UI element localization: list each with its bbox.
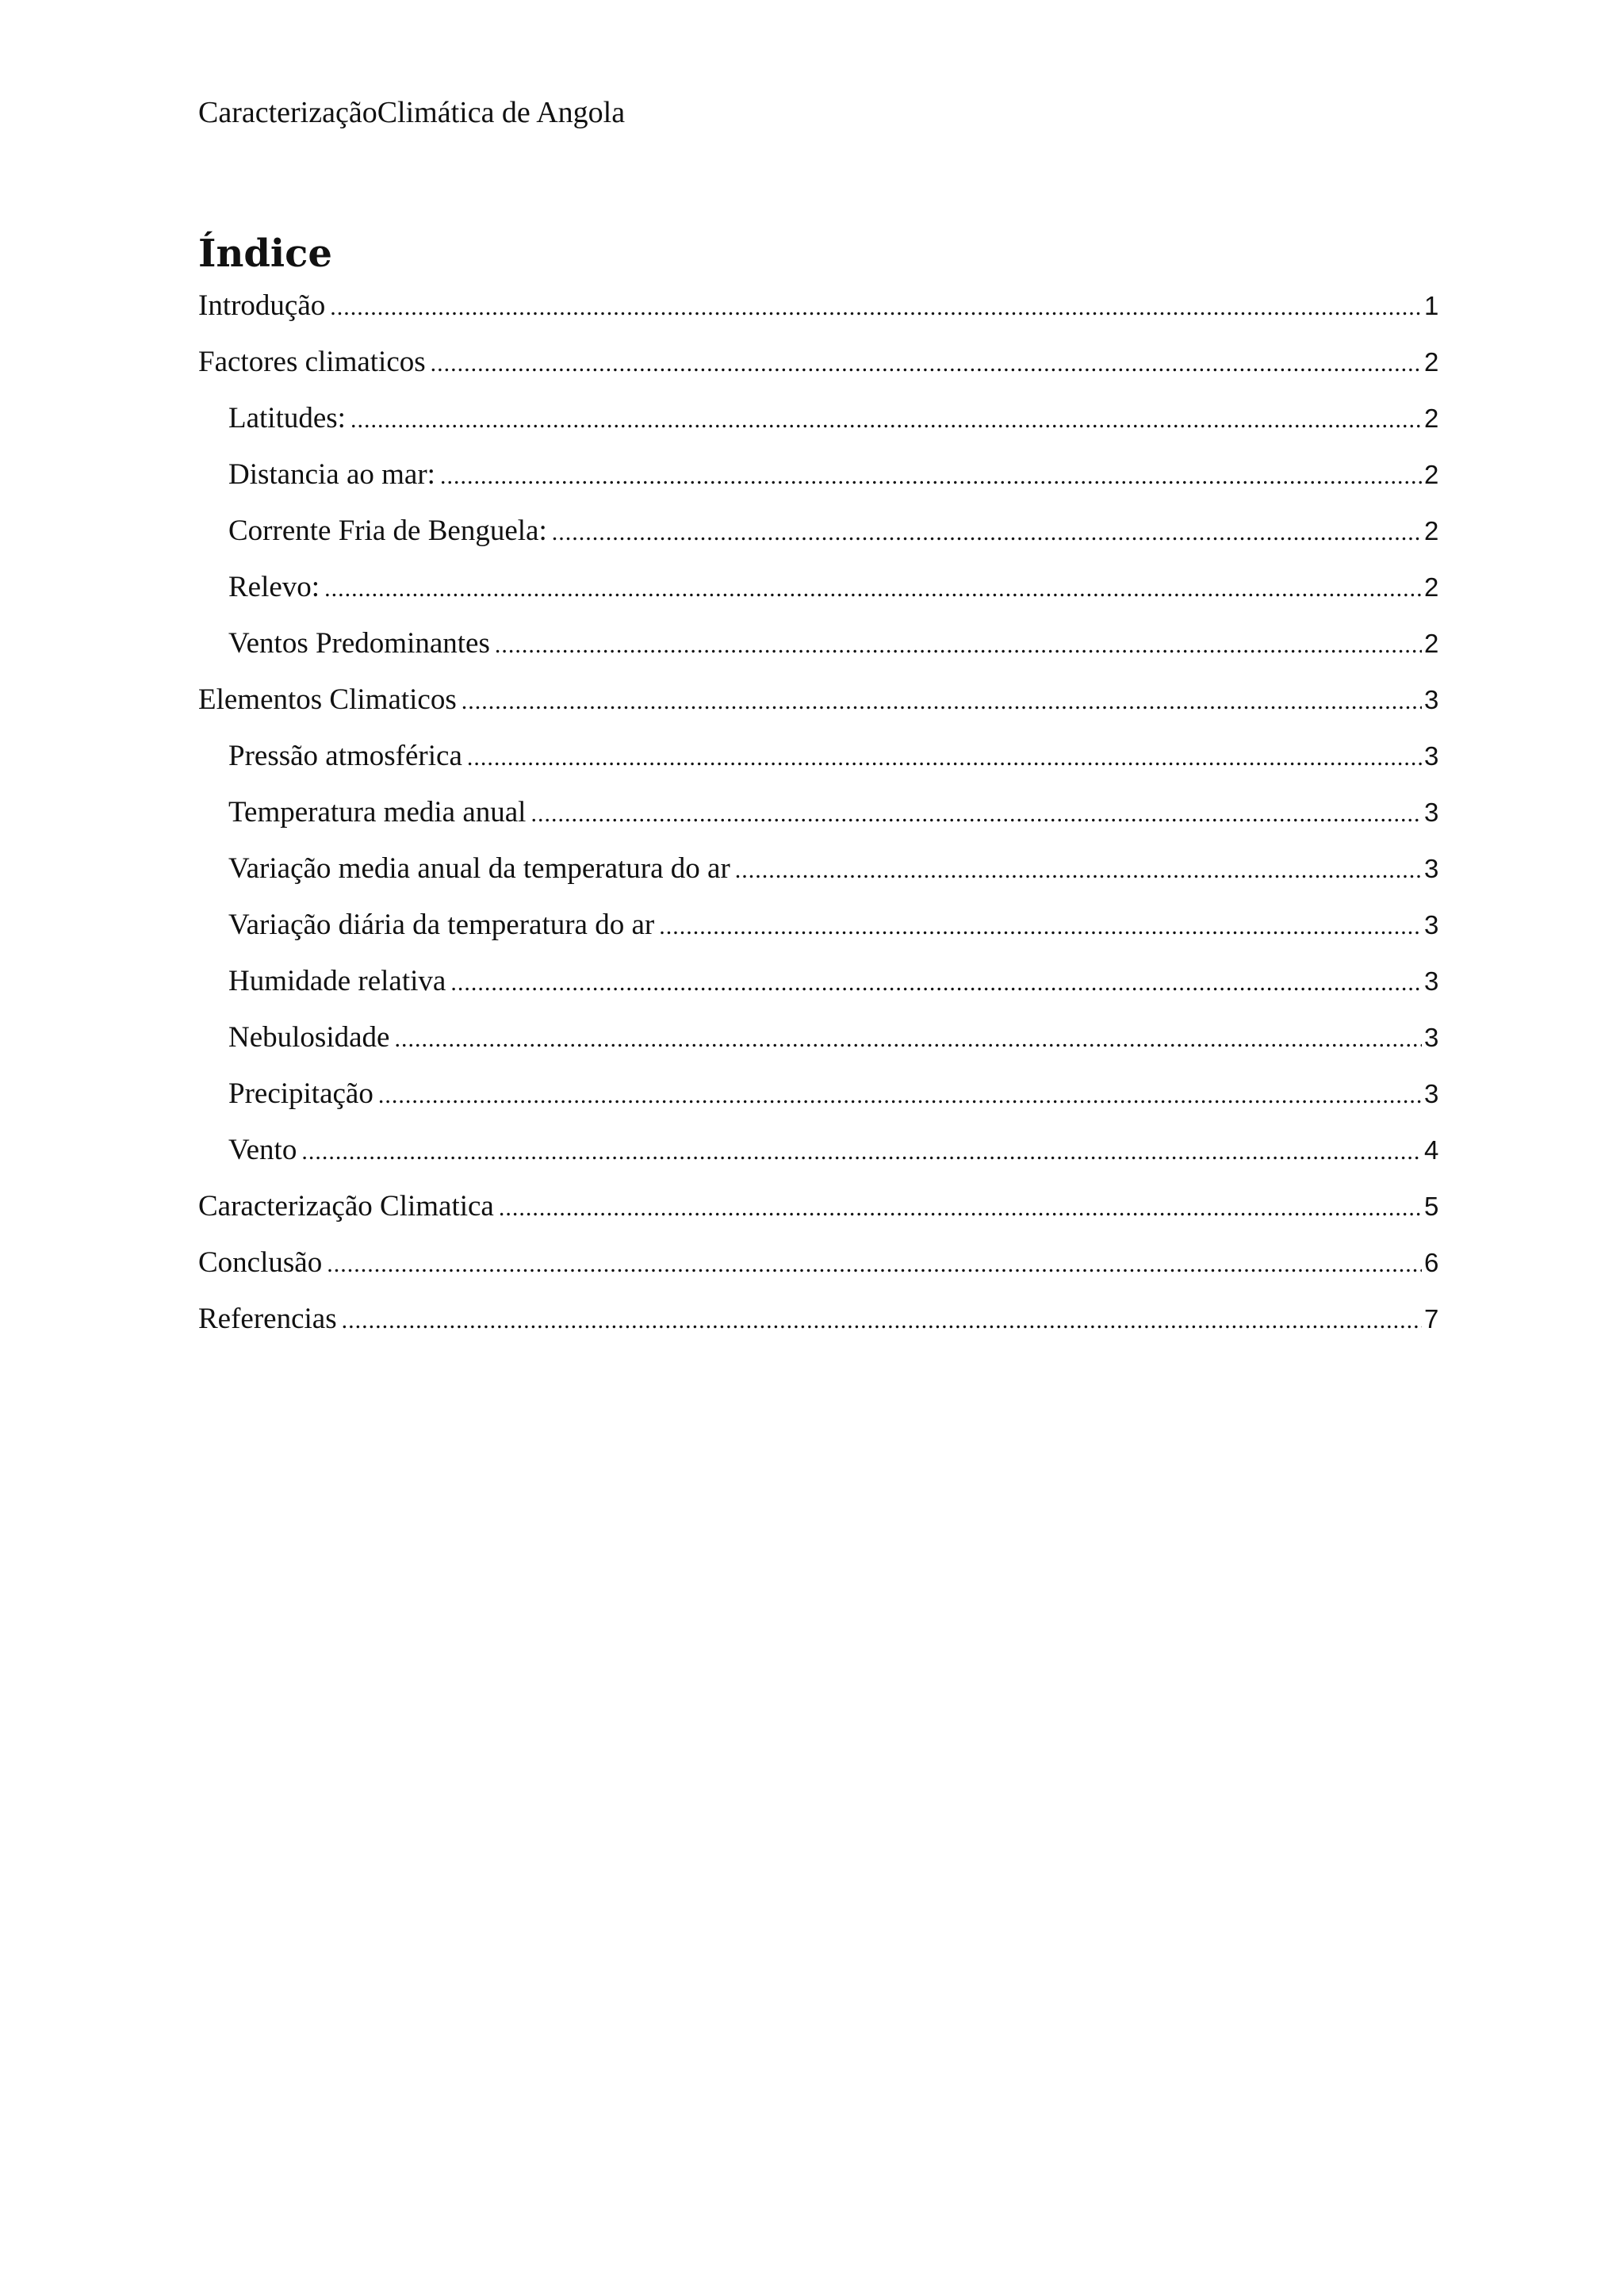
toc-dot-leader — [327, 1246, 1422, 1284]
toc-entry-label: Relevo: — [228, 571, 320, 603]
toc-entry-latitudes[interactable] — [198, 400, 1438, 456]
toc-entry-page: 3 — [1424, 685, 1439, 714]
toc-entry-corrente-fria-de-benguela[interactable] — [198, 512, 1438, 568]
toc-entry-humidade-relativa[interactable] — [198, 962, 1438, 1019]
toc-dot-leader — [431, 345, 1422, 383]
toc-entry-label: Ventos Predominantes — [228, 627, 490, 660]
toc-entry-label: Vento — [228, 1134, 297, 1166]
toc-entry-label: Variação diária da temperatura do ar — [228, 909, 655, 941]
toc-dot-leader — [495, 626, 1422, 664]
toc-entry-page: 2 — [1424, 347, 1439, 377]
toc-entry-page: 2 — [1424, 404, 1439, 433]
toc-entry-distancia-ao-mar[interactable] — [198, 456, 1438, 512]
toc-entry-label: Precipitação — [228, 1077, 373, 1110]
toc-entry-page: 6 — [1424, 1248, 1439, 1277]
toc-dot-leader — [659, 908, 1422, 946]
toc-entry-label: Referencias — [198, 1303, 337, 1335]
toc-dot-leader — [394, 1020, 1422, 1058]
toc-entry-page: 4 — [1424, 1135, 1439, 1165]
toc-entry-vento[interactable] — [198, 1131, 1438, 1188]
toc-dot-leader — [342, 1302, 1422, 1340]
toc-entry-label: Pressão atmosférica — [228, 740, 462, 772]
toc-entry-label: Nebulosidade — [228, 1021, 390, 1054]
toc-dot-leader — [440, 457, 1422, 496]
toc-dot-leader — [324, 570, 1422, 608]
toc-dot-leader — [450, 964, 1422, 1002]
toc-entry-label: Introdução — [198, 289, 326, 322]
table-of-contents — [198, 287, 1438, 1357]
toc-entry-page: 1 — [1424, 291, 1439, 320]
toc-entry-label: Factores climaticos — [198, 346, 426, 378]
toc-entry-label: Humidade relativa — [228, 965, 446, 997]
running-header: CaracterizaçãoClimática de Angola — [198, 96, 626, 129]
toc-entry-page: 5 — [1424, 1192, 1439, 1221]
toc-entry-label: Distancia ao mar: — [228, 458, 435, 491]
toc-entry-nebulosidade[interactable] — [198, 1019, 1438, 1075]
toc-dot-leader — [462, 683, 1422, 721]
toc-entry-conclusao[interactable] — [198, 1244, 1438, 1300]
toc-entry-temperatura-media-anual[interactable] — [198, 794, 1438, 850]
toc-dot-leader — [301, 1133, 1422, 1171]
toc-entry-referencias[interactable] — [198, 1300, 1438, 1357]
toc-dot-leader — [735, 851, 1422, 890]
toc-entry-label: Conclusão — [198, 1246, 323, 1279]
toc-entry-page: 3 — [1424, 966, 1439, 996]
toc-entry-label: Latitudes: — [228, 402, 346, 434]
toc-dot-leader — [467, 739, 1422, 777]
toc-entry-label: Variação media anual da temperatura do ar — [228, 852, 730, 885]
toc-entry-relevo[interactable] — [198, 568, 1438, 625]
toc-entry-precipitacao[interactable] — [198, 1075, 1438, 1131]
toc-entry-caracterizacao-climatica[interactable] — [198, 1188, 1438, 1244]
toc-entry-page: 2 — [1424, 629, 1439, 658]
toc-entry-page: 3 — [1424, 1023, 1439, 1052]
toc-entry-page: 3 — [1424, 910, 1439, 939]
toc-entry-page: 3 — [1424, 1079, 1439, 1108]
toc-dot-leader — [330, 289, 1422, 327]
toc-entry-label: Corrente Fria de Benguela: — [228, 515, 547, 547]
toc-entry-page: 2 — [1424, 572, 1439, 602]
toc-dot-leader — [530, 795, 1422, 833]
toc-entry-variacao-media-anual[interactable] — [198, 850, 1438, 906]
toc-entry-label: Elementos Climaticos — [198, 683, 457, 716]
toc-entry-page: 7 — [1424, 1304, 1439, 1334]
toc-entry-page: 2 — [1424, 516, 1439, 545]
toc-entry-page: 2 — [1424, 460, 1439, 489]
toc-entry-label: Temperatura media anual — [228, 796, 527, 828]
toc-entry-label: Caracterização Climatica — [198, 1190, 494, 1223]
toc-entry-pressao-atmosferica[interactable] — [198, 737, 1438, 794]
toc-entry-elementos-climaticos[interactable] — [198, 681, 1438, 737]
toc-entry-variacao-diaria[interactable] — [198, 906, 1438, 962]
toc-dot-leader — [552, 514, 1422, 552]
toc-entry-page: 3 — [1424, 798, 1439, 827]
toc-entry-factores-climaticos[interactable] — [198, 343, 1438, 400]
toc-entry-ventos-predominantes[interactable] — [198, 625, 1438, 681]
toc-entry-page: 3 — [1424, 741, 1439, 771]
toc-dot-leader — [499, 1189, 1422, 1227]
toc-dot-leader — [350, 401, 1422, 439]
toc-dot-leader — [378, 1077, 1422, 1115]
toc-title: Índice — [198, 232, 332, 276]
toc-entry-introducao[interactable] — [198, 287, 1438, 343]
toc-entry-page: 3 — [1424, 854, 1439, 883]
